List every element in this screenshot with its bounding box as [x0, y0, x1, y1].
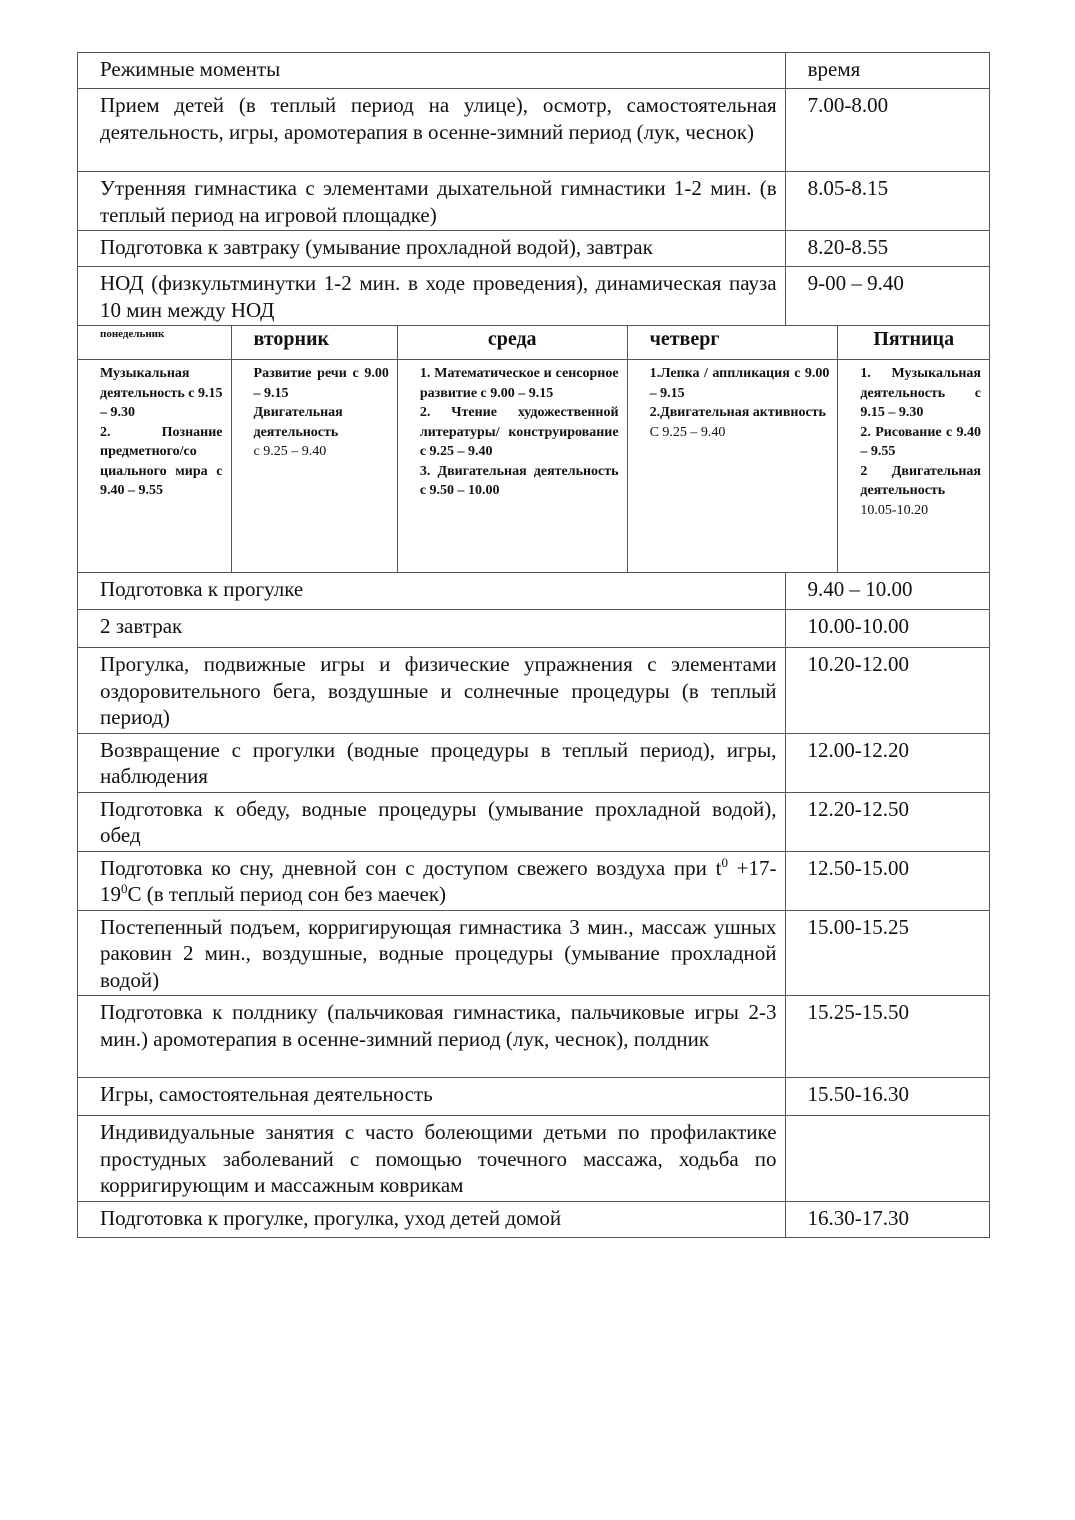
time-cell: 15.00-15.25 [785, 910, 989, 996]
lesson-item: 3. Двигательная деятельность с 9.50 – 10.00 [419, 463, 619, 498]
lesson-item: 1. Математическое и сенсорное развитие с 9.00 – 9.15 [419, 366, 619, 401]
table-row [78, 910, 990, 996]
lesson-item: 2.Двигательная активность [649, 405, 826, 420]
weekday-table [77, 325, 990, 573]
time-cell [785, 1116, 989, 1202]
table-row [78, 792, 990, 851]
table-header-row [78, 53, 990, 89]
day-header-tue: вторник [231, 326, 397, 360]
activity-text: Подготовка ко сну, дневной сон с доступом свежего воздуха при t [100, 855, 722, 880]
activity-cell: Подготовка к полднику (пальчиковая гимнастика, пальчиковые игры 2-3 мин.) аромотерапия в осенне-зимний период (лук, чеснок), полдник [78, 996, 786, 1078]
schedule-table-bottom [77, 572, 990, 1238]
lesson-item: с 9.25 – 9.40 [253, 444, 327, 459]
day-header-thu: четверг [627, 326, 838, 360]
schedule-table-top [77, 52, 990, 326]
day-header-wed: среда [397, 326, 627, 360]
table-row [78, 610, 990, 648]
lesson-item: 2. Рисование с 9.40 – 9.55 [860, 424, 981, 459]
activity-cell: 2 завтрак [78, 610, 786, 648]
time-cell: 12.50-15.00 [785, 851, 989, 910]
table-row [78, 851, 990, 910]
activity-text: С (в теплый период сон без маечек) [127, 882, 447, 906]
time-cell: 15.50-16.30 [785, 1078, 989, 1116]
table-row [78, 172, 990, 231]
table-row [78, 1078, 990, 1116]
lesson-item: 2 Двигательная деятельность [860, 463, 981, 498]
activity-cell [78, 851, 786, 910]
time-cell: 10.00-10.00 [785, 610, 989, 648]
activity-cell: Возвращение с прогулки (водные процедуры в теплый период), игры, наблюдения [78, 733, 786, 792]
lesson-item: 1. Музыкальная деятельность с 9.15 – 9.30 [860, 366, 981, 420]
activity-cell: НОД (физкультминутки 1-2 мин. в ходе проведения), динамическая пауза 10 мин между НОД [78, 267, 786, 326]
time-cell: 9.40 – 10.00 [785, 573, 989, 610]
lesson-item: Двигательная деятельность [253, 405, 343, 440]
schedule-sheet [77, 52, 990, 1238]
activity-cell: Индивидуальные занятия с часто болеющими детьми по профилактике простудных заболеваний с помощью точечного массажа, ходьба по корригирующим и массажным коврикам [78, 1116, 786, 1202]
activity-cell: Подготовка к прогулке, прогулка, уход детей домой [78, 1201, 786, 1237]
lesson-item: 10.05-10.20 [860, 502, 929, 518]
degree-superscript: 0 [121, 881, 128, 896]
weekday-schedule-row [78, 360, 990, 573]
time-cell: 9-00 – 9.40 [785, 267, 989, 326]
day-cell-thu [627, 360, 838, 573]
table-row [78, 733, 990, 792]
table-row [78, 648, 990, 734]
table-row [78, 267, 990, 326]
time-cell: 15.25-15.50 [785, 996, 989, 1078]
weekday-header-row [78, 326, 990, 360]
day-cell-mon [78, 360, 232, 573]
activity-cell: Постепенный подъем, корригирующая гимнастика 3 мин., массаж ушных раковин 2 мин., воздушные, водные процедуры (умывание прохладной водой) [78, 910, 786, 996]
day-cell-fri [838, 360, 990, 573]
degree-superscript: 0 [721, 854, 728, 870]
lesson-item: С 9.25 – 9.40 [649, 424, 726, 440]
time-cell: 10.20-12.00 [785, 648, 989, 734]
activity-cell: Игры, самостоятельная деятельность [78, 1078, 786, 1116]
header-activity: Режимные моменты [78, 53, 786, 89]
activity-text: +17-19 [100, 855, 777, 906]
table-row [78, 1201, 990, 1237]
lesson-item: Музыкальная деятельность с 9.15 – 9.30 [100, 366, 223, 420]
table-row [78, 89, 990, 172]
activity-cell: Подготовка к завтраку (умывание прохладной водой), завтрак [78, 231, 786, 267]
time-cell: 12.00-12.20 [785, 733, 989, 792]
time-cell: 8.05-8.15 [785, 172, 989, 231]
activity-cell: Подготовка к прогулке [78, 573, 786, 610]
lesson-item: 1.Лепка / аппликация с 9.00 – 9.15 [649, 366, 830, 401]
table-row [78, 573, 990, 610]
day-cell-tue [231, 360, 397, 573]
lesson-item: 2. Познание предметного/со циального мира с 9.40 – 9.55 [100, 424, 223, 498]
day-header-mon: понедельник [78, 326, 232, 360]
table-row [78, 996, 990, 1078]
table-row [78, 1116, 990, 1202]
activity-cell: Прогулка, подвижные игры и физические упражнения с элементами оздоровительного бега, воздушные и солнечные процедуры (в теплый период) [78, 648, 786, 734]
time-cell: 12.20-12.50 [785, 792, 989, 851]
table-row [78, 231, 990, 267]
time-cell: 7.00-8.00 [785, 89, 989, 172]
time-cell: 16.30-17.30 [785, 1201, 989, 1237]
day-header-fri: Пятница [838, 326, 990, 360]
lesson-item: Развитие речи с 9.00 – 9.15 [253, 366, 389, 401]
time-cell: 8.20-8.55 [785, 231, 989, 267]
activity-cell: Прием детей (в теплый период на улице), осмотр, самостоятельная деятельность, игры, аромотерапия в осенне-зимний период (лук, чеснок) [78, 89, 786, 172]
activity-cell: Утренняя гимнастика с элементами дыхательной гимнастики 1-2 мин. (в теплый период на игровой площадке) [78, 172, 786, 231]
header-time: время [785, 53, 989, 89]
day-cell-wed [397, 360, 627, 573]
lesson-item: 2. Чтение художественной литературы/ конструирование с 9.25 – 9.40 [419, 405, 619, 459]
activity-cell: Подготовка к обеду, водные процедуры (умывание прохладной водой), обед [78, 792, 786, 851]
